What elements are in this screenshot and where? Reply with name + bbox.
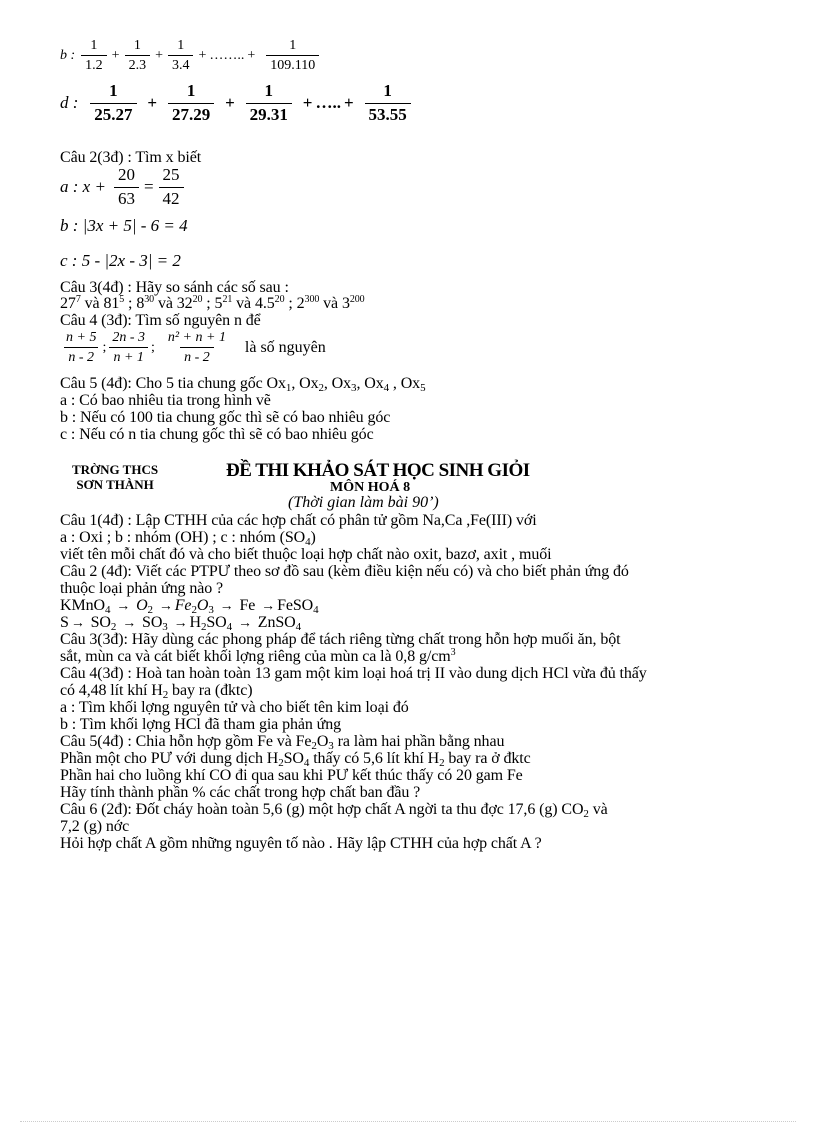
fraction: $\frac{1}{1.2}$ [81,38,107,74]
hoa-cau2-line2: thuộc loại phản ứng nào ? [60,580,224,597]
school-name: TRỜNG THCS SƠN THÀNH [72,462,159,492]
fraction: $\frac{1}{25.27}$ [84,82,142,124]
series-d: d : $\frac{1}{25.27}$ + $\frac{1}{27.29}$ + $\frac{1}{29.31}$ + ….. + $\frac{1}{53.55}$ [60,82,419,124]
cau5-b: b : Nếu có 100 tia chung gốc thì sẽ có bao nhiêu góc [60,409,391,426]
fraction: $\frac{2n - 3}{n + 1}$ [108,330,149,366]
cau3-numbers: $27^7$ và $81^5$ ; $8^{30}$ và $32^{20}$ ; $5^{21}$ và $4.5^{20}$ ; $2^{300}$ và $3^{200}$ [60,294,365,312]
cau2-a: a : x + $\frac{20}{63}$ = $\frac{25}{42}$ [60,166,186,208]
series-b: b : $\frac{1}{1.2}$ + $\frac{1}{2.3}$ + $\frac{1}{3.4}$ + …….. + $\frac{1}{109.110}$ [60,38,321,74]
hoa-cau1-line3: viết tên mỗi chất đó và cho biết thuộc loại hợp chất nào oxit, bazơ, axit , muối [60,546,552,563]
hoa-cau1-line1: Câu 1(4đ) : Lập CTHH của các hợp chất có phân tử gồm Na,Ca ,Fe(III) với [60,512,537,529]
cau5-heading: Câu 5 (4đ): Cho 5 tia chung gốc $Ox_1$, $Ox_2$, $Ox_3$, $Ox_4$ , $Ox_5$ [60,375,426,394]
fraction: $\frac{1}{53.55}$ [359,82,417,124]
hoa-cau5-line2: Phần một cho PƯ với dung dịch $H_2SO_4$ thấy có 5,6 lít khí $H_2$ bay ra ở đktc [60,750,531,769]
hoa-cau6-line1: Câu 6 (2đ): Đốt cháy hoàn toàn 5,6 (g) một hợp chất A ngời ta thu đợc 17,6 (g) $CO_2$ và [60,801,608,820]
cau5-c: c : Nếu có n tia chung gốc thì sẽ có bao nhiêu góc [60,426,374,443]
exam-subject: MÔN HOÁ 8 [330,480,411,495]
cau3-heading: Câu 3(4đ) : Hãy so sánh các số sau : [60,279,289,296]
reaction-chain-2: $S \to SO_2 \to SO_3 \to H_2SO_4$ → ZnSO$_4$ [60,614,301,633]
reaction-chain-1: KMnO$_4$ → $O_2 \to Fe_2O_3 \to Fe$ → FeSO$_4$ [60,597,319,616]
fraction: $\frac{1}{2.3}$ [125,38,151,74]
fraction: $\frac{\text{n² + n + 1}}{n - 2}$ [167,330,226,366]
ellipsis: ….. [315,93,341,113]
hoa-cau3-line2: sắt, mùn ca và cát biết khối lợng riêng của mùn ca là 0,8 $g/cm^3$ [60,647,456,665]
cau4-fractions: $\frac{n + 5}{n - 2}$ ; $\frac{2n - 3}{n + 1}$ ; $\frac{\text{n² + n + 1}}{n - 2}$ là số nguyên [60,330,326,366]
exam-title: ĐỀ THI KHẢO SÁT HỌC SINH GIỎI [226,460,530,481]
cau2-c: c : 5 - |2x - 3| = 2 [60,251,181,270]
cau2-heading: Câu 2(3đ) : Tìm x biết [60,149,202,166]
fraction: $\frac{1}{27.29}$ [162,82,220,124]
cau4-heading: Câu 4 (3đ): Tìm số nguyên n để [60,312,261,329]
cau2-a-label: a : x + [60,177,106,197]
hoa-cau6-line3: Hỏi hợp chất A gồm những nguyên tố nào . Hãy lập CTHH của hợp chất A ? [60,835,542,852]
fraction: $\frac{20}{63}$ [114,166,139,208]
hoa-cau1-line2: a : Oxi ; b : nhóm (OH) ; c : nhóm $(SO_4)$ [60,529,316,548]
cau2-b: b : |3x + 5| - 6 = 4 [60,216,188,235]
exam-time: (Thời gian làm bài 90’) [288,494,439,511]
cau5-a: a : Có bao nhiêu tia trong hình vẽ [60,392,271,409]
hoa-cau4-line2: có 4,48 lít khí $H_2$ bay ra (đktc) [60,682,253,701]
fraction: $\frac{1}{109.110}$ [266,38,319,74]
fraction: $\frac{25}{42}$ [159,166,184,208]
hoa-cau4-a: a : Tìm khối lợng nguyên tử và cho biết tên kim loại đó [60,699,409,716]
hoa-cau4-line1: Câu 4(3đ) : Hoà tan hoàn toàn 13 gam một kim loại hoá trị II vào dung dịch HCl vừa đủ thấy [60,665,647,682]
page-bottom-border [20,1121,796,1122]
hoa-cau3-line1: Câu 3(3đ): Hãy dùng các phong pháp để tách riêng từng chất trong hỗn hợp muối ăn, bột [60,631,621,648]
hoa-cau6-line2: 7,2 (g) nớc [60,818,130,835]
series-b-label: b : [60,47,76,63]
hoa-cau4-b: b : Tìm khối lợng HCl đã tham gia phản ứng [60,716,342,733]
fraction: $\frac{n + 5}{n - 2}$ [66,330,97,366]
hoa-cau5-line3: Phần hai cho luồng khí CO đi qua sau khi PƯ kết thúc thấy có 20 gam Fe [60,767,523,784]
ellipsis: …….. [209,47,245,63]
fraction: $\frac{1}{3.4}$ [168,38,194,74]
hoa-cau5-line1: Câu 5(4đ) : Chia hỗn hợp gồm Fe và $Fe_2O_3$ ra làm hai phần bằng nhau [60,733,505,752]
hoa-cau5-line4: Hãy tính thành phần % các chất trong hợp chất ban đầu ? [60,784,421,801]
hoa-cau2-line1: Câu 2 (4đ): Viết các PTPƯ theo sơ đồ sau (kèm điều kiện nếu có) và cho biết phản ứng đó [60,563,629,580]
series-d-label: d : [60,93,79,113]
fraction: $\frac{1}{29.31}$ [240,82,298,124]
